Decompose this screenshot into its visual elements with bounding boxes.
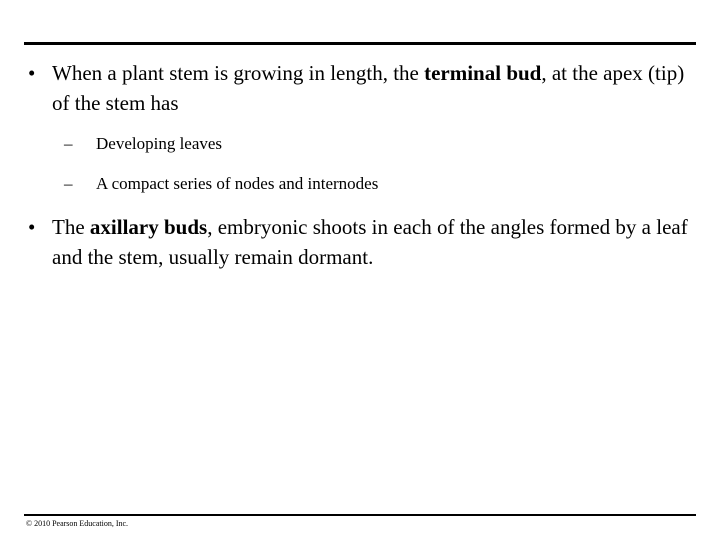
bottom-rule: [24, 514, 696, 516]
sub-bullet-developing-leaves: [64, 133, 684, 155]
dash-icon: –: [64, 134, 73, 153]
sub-bullet-text: A compact series of nodes and internodes: [96, 174, 379, 193]
top-rule: [24, 42, 696, 45]
bullet-text-after: , at the apex (tip) of the stem has: [52, 61, 685, 115]
bullet-text-before: When a plant stem is growing in length, the: [52, 61, 425, 85]
bullet-text: [52, 212, 704, 272]
bullet-text-before: The: [52, 215, 90, 239]
sub-bullet-text: Developing leaves: [96, 134, 223, 153]
bullet-text-after: , embryonic shoots in each of the angles formed by a leaf and the stem, usually remain dormant.: [52, 215, 688, 269]
bullet-text: [52, 58, 704, 118]
bullet-icon: •: [28, 61, 36, 85]
sub-bullet-nodes-internodes: [64, 173, 684, 195]
bullet-axillary-buds: [24, 212, 704, 272]
term-terminal-bud: terminal bud: [424, 61, 542, 85]
bullet-icon: •: [28, 215, 36, 239]
bullet-terminal-bud: [24, 58, 704, 118]
term-axillary-buds: axillary buds: [89, 215, 208, 239]
dash-icon: –: [64, 174, 73, 193]
copyright-footer: © 2010 Pearson Education, Inc.: [26, 519, 129, 528]
